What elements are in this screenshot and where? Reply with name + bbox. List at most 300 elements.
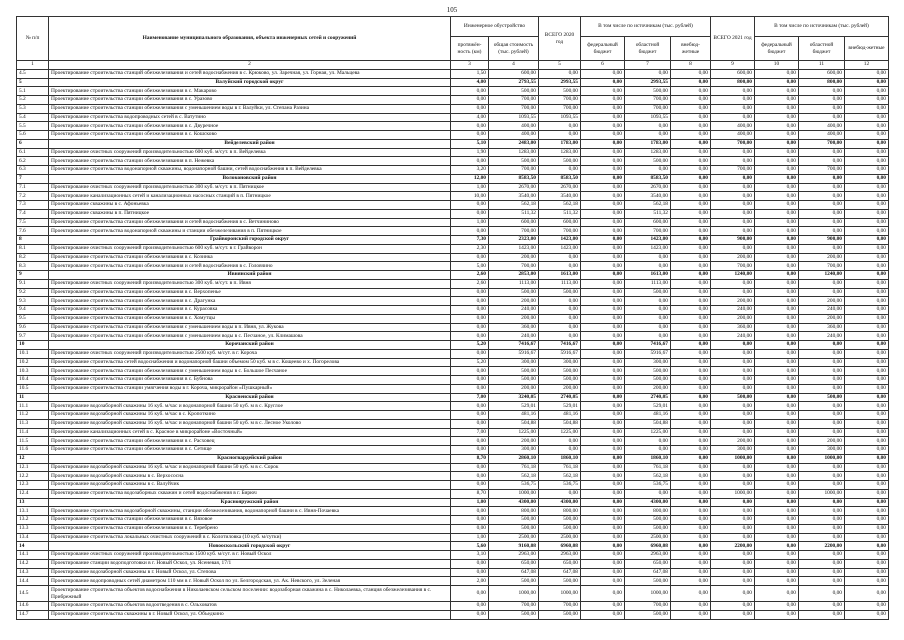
total-2021-value: 700,00 [711,139,755,148]
regional-2021-value: 600,00 [799,69,845,78]
federal-2021-value: 0,00 [755,568,799,577]
total-2020-value: 1283,00 [539,148,581,157]
total-2021-value: 0,00 [711,516,755,525]
offbudget-2021-value: 0,00 [845,358,889,367]
project-name: Проектирование строительства станции обезжелезивания в с. Сетище [49,446,451,455]
length-value: 0,00 [451,586,489,602]
length-value: 0,00 [451,122,489,131]
regional-2020-value: 3540,00 [625,192,671,201]
federal-2021-value: 0,00 [755,516,799,525]
federal-2020-value: 0,00 [581,96,625,105]
district-name: Краснояружский район [49,498,451,507]
regional-2020-value: 500,00 [625,516,671,525]
total-2021-value: 300,00 [711,446,755,455]
total-2020-value: 6960,08 [539,542,581,551]
regional-2020-value: 0,00 [625,253,671,262]
row-number: 8.3 [17,262,49,271]
project-name: Проектирование строительства станции обезжелезивания в с. Верхопенье [49,288,451,297]
project-name: Проектирование водозаборной скважины в с. Верхососна [49,472,451,481]
federal-2020-value: 0,00 [581,314,625,323]
cost-value: 700,00 [489,96,539,105]
total-2020-value: 2500,00 [539,533,581,542]
project-name: Проектирование строительства станции обезжелезивания в с. Козинка [49,253,451,262]
total-2020-value: 1113,00 [539,279,581,288]
regional-2020-value: 2670,00 [625,183,671,192]
offbudget-2021-value: 0,00 [845,78,889,87]
total-2020-value: 0,00 [539,262,581,271]
cost-value: 1225,00 [489,428,539,437]
district-name: Красненский район [49,393,451,402]
federal-2020-value: 0,00 [581,367,625,376]
table-row [17,69,889,78]
cost-value: 200,00 [489,437,539,446]
federal-2021-value: 0,00 [755,446,799,455]
row-number: 14.7 [17,610,49,619]
total-2021-value: 1000,00 [711,489,755,498]
cost-value: 7416,67 [489,341,539,350]
offbudget-2020-value: 0,00 [671,568,711,577]
table-row [17,279,889,288]
length-value: 1,00 [451,218,489,227]
header-no: № п/п [17,17,49,61]
regional-2021-value: 0,00 [799,602,845,611]
regional-2021-value: 0,00 [799,568,845,577]
row-number: 7.4 [17,209,49,218]
project-name: Проектирование строительства станции обезжелезивания в с. Макарово [49,87,451,96]
table-row [17,104,889,113]
federal-2020-value: 0,00 [581,559,625,568]
regional-2021-value: 0,00 [799,104,845,113]
total-2020-value: 0,00 [539,489,581,498]
regional-2020-value: 0,00 [625,332,671,341]
table-row [17,122,889,131]
regional-2020-value: 700,00 [625,602,671,611]
offbudget-2021-value: 0,00 [845,288,889,297]
offbudget-2021-value: 0,00 [845,131,889,140]
regional-2020-value: 562,18 [625,472,671,481]
federal-2021-value: 0,00 [755,306,799,315]
offbudget-2021-value: 0,00 [845,411,889,420]
regional-2021-value: 360,00 [799,323,845,332]
table-row [17,323,889,332]
federal-2021-value: 0,00 [755,148,799,157]
offbudget-2020-value: 0,00 [671,227,711,236]
table-row [17,306,889,315]
cost-value: 2963,00 [489,551,539,560]
offbudget-2021-value: 0,00 [845,402,889,411]
offbudget-2020-value: 0,00 [671,271,711,280]
table-row [17,428,889,437]
table-body [17,61,889,620]
project-name: Проектирование канализационных сетей и канализационных насосных станций в п. Пятницкое [49,192,451,201]
length-value: 5,20 [451,358,489,367]
length-value: 0,00 [451,332,489,341]
district-name: Валуйский городской округ [49,78,451,87]
length-value: 4,00 [451,113,489,122]
total-2020-value: 500,00 [539,516,581,525]
federal-2021-value: 0,00 [755,227,799,236]
row-number: 9.1 [17,279,49,288]
offbudget-2021-value: 0,00 [845,174,889,183]
cost-value: 511,32 [489,209,539,218]
offbudget-2021-value: 0,00 [845,253,889,262]
offbudget-2020-value: 0,00 [671,524,711,533]
group-row [17,78,889,87]
project-name: Проектирование строительства станции обезжелезивания с уменьшением воды в с. Большое Песчаное [49,367,451,376]
offbudget-2020-value: 0,00 [671,551,711,560]
regional-2020-value: 700,00 [625,104,671,113]
header-federal-2021: федеральный бюджет [755,37,799,61]
project-name: Проектирование строительства станции обезжелезивания в с. Уразово [49,96,451,105]
offbudget-2021-value: 0,00 [845,192,889,201]
row-number: 5 [17,78,49,87]
project-name: Проектирование строительства станции умягчения воды в г. Короча, микрорайон «Пушкарный» [49,384,451,393]
regional-2021-value: 1240,00 [799,271,845,280]
offbudget-2020-value: 0,00 [671,323,711,332]
offbudget-2020-value: 0,00 [671,297,711,306]
total-2020-value: 600,00 [539,218,581,227]
federal-2020-value: 0,00 [581,349,625,358]
federal-2020-value: 0,00 [581,384,625,393]
total-2021-value: 0,00 [711,498,755,507]
cost-value: 1000,00 [489,586,539,602]
cost-value: 481,16 [489,411,539,420]
offbudget-2020-value: 0,00 [671,437,711,446]
federal-2020-value: 0,00 [581,411,625,420]
total-2021-value: 200,00 [711,437,755,446]
offbudget-2021-value: 0,00 [845,463,889,472]
federal-2020-value: 0,00 [581,376,625,385]
total-2020-value: 0,00 [539,446,581,455]
total-2021-value: 0,00 [711,183,755,192]
offbudget-2021-value: 0,00 [845,201,889,210]
group-row [17,498,889,507]
total-2021-value: 0,00 [711,610,755,619]
row-number: 11.3 [17,419,49,428]
total-2020-value: 761,18 [539,463,581,472]
federal-2021-value: 0,00 [755,507,799,516]
table-row [17,201,889,210]
regional-2021-value: 0,00 [799,183,845,192]
regional-2021-value: 0,00 [799,577,845,586]
federal-2020-value: 0,00 [581,602,625,611]
length-value: 0,00 [451,559,489,568]
cost-value: 200,00 [489,297,539,306]
offbudget-2021-value: 0,00 [845,542,889,551]
federal-2021-value: 0,00 [755,253,799,262]
offbudget-2021-value: 0,00 [845,139,889,148]
total-2021-value: 0,00 [711,568,755,577]
regional-2020-value: 0,00 [625,306,671,315]
length-value: 1,50 [451,69,489,78]
regional-2021-value: 200,00 [799,253,845,262]
offbudget-2021-value: 0,00 [845,297,889,306]
total-2021-value: 700,00 [711,262,755,271]
offbudget-2020-value: 0,00 [671,104,711,113]
federal-2020-value: 0,00 [581,419,625,428]
federal-2021-value: 0,00 [755,437,799,446]
district-name: Ивнянский район [49,271,451,280]
total-2020-value: 0,00 [539,166,581,175]
federal-2021-value: 0,00 [755,602,799,611]
row-number: 11 [17,393,49,402]
total-2021-value: 0,00 [711,358,755,367]
regional-2020-value: 6960,08 [625,542,671,551]
cost-value: 500,00 [489,288,539,297]
federal-2020-value: 0,00 [581,218,625,227]
length-value: 0,00 [451,507,489,516]
table-row [17,209,889,218]
total-2021-value: 0,00 [711,174,755,183]
header-sources-2021: В том числе по источникам (тыс. рублей) [755,17,889,37]
district-name: Красногвардейский район [49,454,451,463]
total-2020-value: 536,75 [539,481,581,490]
project-name: Проектирование строительства станции обезжелезивания и сетей водоснабжения в с. Головчино [49,262,451,271]
total-2021-value: 0,00 [711,244,755,253]
table-row [17,297,889,306]
table-row [17,559,889,568]
cost-value: 700,00 [489,262,539,271]
length-value: 0,00 [451,87,489,96]
regional-2021-value: 0,00 [799,192,845,201]
row-number: 14.5 [17,586,49,602]
table-row [17,411,889,420]
row-number: 10 [17,341,49,350]
federal-2020-value: 0,00 [581,236,625,245]
project-name: Проектирование очистных сооружений производительностью 300 куб. м/сут. в п. Ивня [49,279,451,288]
total-2020-value: 0,00 [539,323,581,332]
row-number: 13.2 [17,516,49,525]
federal-2021-value: 0,00 [755,323,799,332]
offbudget-2021-value: 0,00 [845,551,889,560]
offbudget-2021-value: 0,00 [845,227,889,236]
federal-2021-value: 0,00 [755,297,799,306]
federal-2021-value: 0,00 [755,201,799,210]
regional-2021-value: 0,00 [799,507,845,516]
regional-2020-value: 0,00 [625,297,671,306]
length-value: 0,00 [451,411,489,420]
regional-2021-value: 0,00 [799,533,845,542]
table-row [17,358,889,367]
row-number: 10.3 [17,367,49,376]
regional-2021-value: 0,00 [799,610,845,619]
length-value: 0,00 [451,472,489,481]
regional-2020-value: 511,32 [625,209,671,218]
federal-2020-value: 0,00 [581,78,625,87]
regional-2020-value: 1283,00 [625,148,671,157]
offbudget-2021-value: 0,00 [845,472,889,481]
length-value: 5,60 [451,542,489,551]
row-number: 11.6 [17,446,49,455]
row-number: 5.6 [17,131,49,140]
offbudget-2021-value: 0,00 [845,113,889,122]
regional-2021-value: 0,00 [799,411,845,420]
table-row [17,489,889,498]
federal-2021-value: 0,00 [755,332,799,341]
total-2021-value: 0,00 [711,376,755,385]
regional-2021-value: 0,00 [799,227,845,236]
header-length: протяжён-ность (км) [451,37,489,61]
project-name: Проектирование строительства станции обезжелезивания с уменьшением воды в п. Ивня, ул. Жукова [49,323,451,332]
project-name: Проектирование скважины в с. Афоньевка [49,201,451,210]
row-number: 7.1 [17,183,49,192]
offbudget-2020-value: 0,00 [671,166,711,175]
length-value: 7,30 [451,236,489,245]
federal-2021-value: 0,00 [755,271,799,280]
regional-2020-value: 504,88 [625,419,671,428]
length-value: 0,00 [451,314,489,323]
offbudget-2020-value: 0,00 [671,411,711,420]
district-name: Новооскольский городской округ [49,542,451,551]
length-value: 0,00 [451,297,489,306]
length-value: 2,30 [451,244,489,253]
federal-2021-value: 0,00 [755,481,799,490]
column-index-cell: 1 [17,61,49,70]
offbudget-2020-value: 0,00 [671,306,711,315]
total-2020-value: 562,18 [539,472,581,481]
header-regional-2020: областной бюджет [625,37,671,61]
project-name: Проектирование строительства станции обезжелезивания в с. Бубнова [49,376,451,385]
length-value: 0,00 [451,131,489,140]
project-name: Проектирование очистных сооружений производительностью 300 куб. м/сут. в п. Пятницкое [49,183,451,192]
federal-2021-value: 0,00 [755,174,799,183]
offbudget-2020-value: 0,00 [671,428,711,437]
length-value: 1,00 [451,533,489,542]
regional-2020-value: 800,00 [625,507,671,516]
column-index-row [17,61,889,70]
table-row [17,157,889,166]
regional-2021-value: 0,00 [799,96,845,105]
federal-2021-value: 0,00 [755,419,799,428]
total-2020-value: 500,00 [539,376,581,385]
offbudget-2020-value: 0,00 [671,507,711,516]
offbudget-2020-value: 0,00 [671,218,711,227]
length-value: 0,00 [451,384,489,393]
length-value: 0,00 [451,376,489,385]
total-2020-value: 2670,00 [539,183,581,192]
federal-2021-value: 0,00 [755,542,799,551]
total-2021-value: 0,00 [711,367,755,376]
table-row [17,602,889,611]
length-value: 5,00 [451,262,489,271]
total-2021-value: 1000,00 [711,454,755,463]
length-value: 0,00 [451,602,489,611]
federal-2020-value: 0,00 [581,463,625,472]
cost-value: 1423,00 [489,244,539,253]
table-row [17,288,889,297]
total-2021-value: 0,00 [711,227,755,236]
cost-value: 500,00 [489,516,539,525]
federal-2021-value: 0,00 [755,559,799,568]
federal-2021-value: 0,00 [755,472,799,481]
length-value: 8,70 [451,489,489,498]
project-name: Проектирование строительства объектов водоотведения в с. Ольховатов [49,602,451,611]
group-row [17,454,889,463]
district-name: Грайворонский городской округ [49,236,451,245]
district-name: Волоконовский район [49,174,451,183]
row-number: 5.4 [17,113,49,122]
federal-2021-value: 0,00 [755,411,799,420]
project-name: Проектирование очистных сооружений производительностью 1500 куб. м/сут. в г. Новый Оскол [49,551,451,560]
offbudget-2020-value: 0,00 [671,288,711,297]
regional-2021-value: 0,00 [799,428,845,437]
federal-2020-value: 0,00 [581,341,625,350]
regional-2020-value: 500,00 [625,577,671,586]
project-name: Проектирование строительства сетей водоснабжения и водонапорной башни объемом 50 куб. м в с. Кощеево и х. Погорелова [49,358,451,367]
total-2021-value: 800,00 [711,78,755,87]
offbudget-2021-value: 0,00 [845,96,889,105]
table-row [17,524,889,533]
project-name: Проектирование строительства станции обезжелезивания в с. Расховец [49,437,451,446]
offbudget-2021-value: 0,00 [845,341,889,350]
total-2021-value: 600,00 [711,69,755,78]
regional-2021-value: 700,00 [799,166,845,175]
project-name: Проектирование строительства локальных очистных сооружений в с. Колотиловка (10 куб. м/сутки) [49,533,451,542]
federal-2021-value: 0,00 [755,551,799,560]
offbudget-2020-value: 0,00 [671,498,711,507]
cost-value: 761,18 [489,463,539,472]
regional-2020-value: 1783,00 [625,139,671,148]
cost-value: 647,08 [489,568,539,577]
table-row [17,419,889,428]
length-value: 3,10 [451,551,489,560]
row-number: 9.7 [17,332,49,341]
offbudget-2021-value: 0,00 [845,104,889,113]
regional-2021-value: 0,00 [799,209,845,218]
length-value: 0,00 [451,516,489,525]
row-number: 8 [17,236,49,245]
total-2020-value: 700,00 [539,96,581,105]
row-number: 9.3 [17,297,49,306]
length-value: 5,20 [451,341,489,350]
row-number: 11.2 [17,411,49,420]
project-name: Проектирование канализационных сетей в с. Красное в микрорайоне «Восточный» [49,428,451,437]
total-2020-value: 500,00 [539,524,581,533]
row-number: 11.1 [17,402,49,411]
total-2020-value: 1783,00 [539,139,581,148]
length-value: 0,00 [451,201,489,210]
regional-2021-value: 700,00 [799,262,845,271]
offbudget-2020-value: 0,00 [671,157,711,166]
cost-value: 5916,67 [489,349,539,358]
total-2020-value: 700,00 [539,602,581,611]
offbudget-2021-value: 0,00 [845,376,889,385]
cost-value: 240,00 [489,332,539,341]
federal-2020-value: 0,00 [581,551,625,560]
group-row [17,139,889,148]
regional-2020-value: 0,00 [625,262,671,271]
total-2020-value: 500,00 [539,87,581,96]
offbudget-2020-value: 0,00 [671,376,711,385]
cost-value: 1113,00 [489,279,539,288]
regional-2020-value: 2740,05 [625,393,671,402]
cost-value: 700,00 [489,166,539,175]
project-name: Проектирование строительства водозаборных скважин и сетей водоснабжения в г. Бирюч [49,489,451,498]
regional-2021-value: 0,00 [799,551,845,560]
table-row [17,367,889,376]
federal-2020-value: 0,00 [581,253,625,262]
table-row [17,481,889,490]
federal-2020-value: 0,00 [581,454,625,463]
offbudget-2020-value: 0,00 [671,602,711,611]
regional-2020-value: 0,00 [625,446,671,455]
offbudget-2021-value: 0,00 [845,524,889,533]
regional-2021-value: 0,00 [799,481,845,490]
offbudget-2020-value: 0,00 [671,419,711,428]
row-number: 5.1 [17,87,49,96]
federal-2021-value: 0,00 [755,384,799,393]
regional-2021-value: 0,00 [799,419,845,428]
